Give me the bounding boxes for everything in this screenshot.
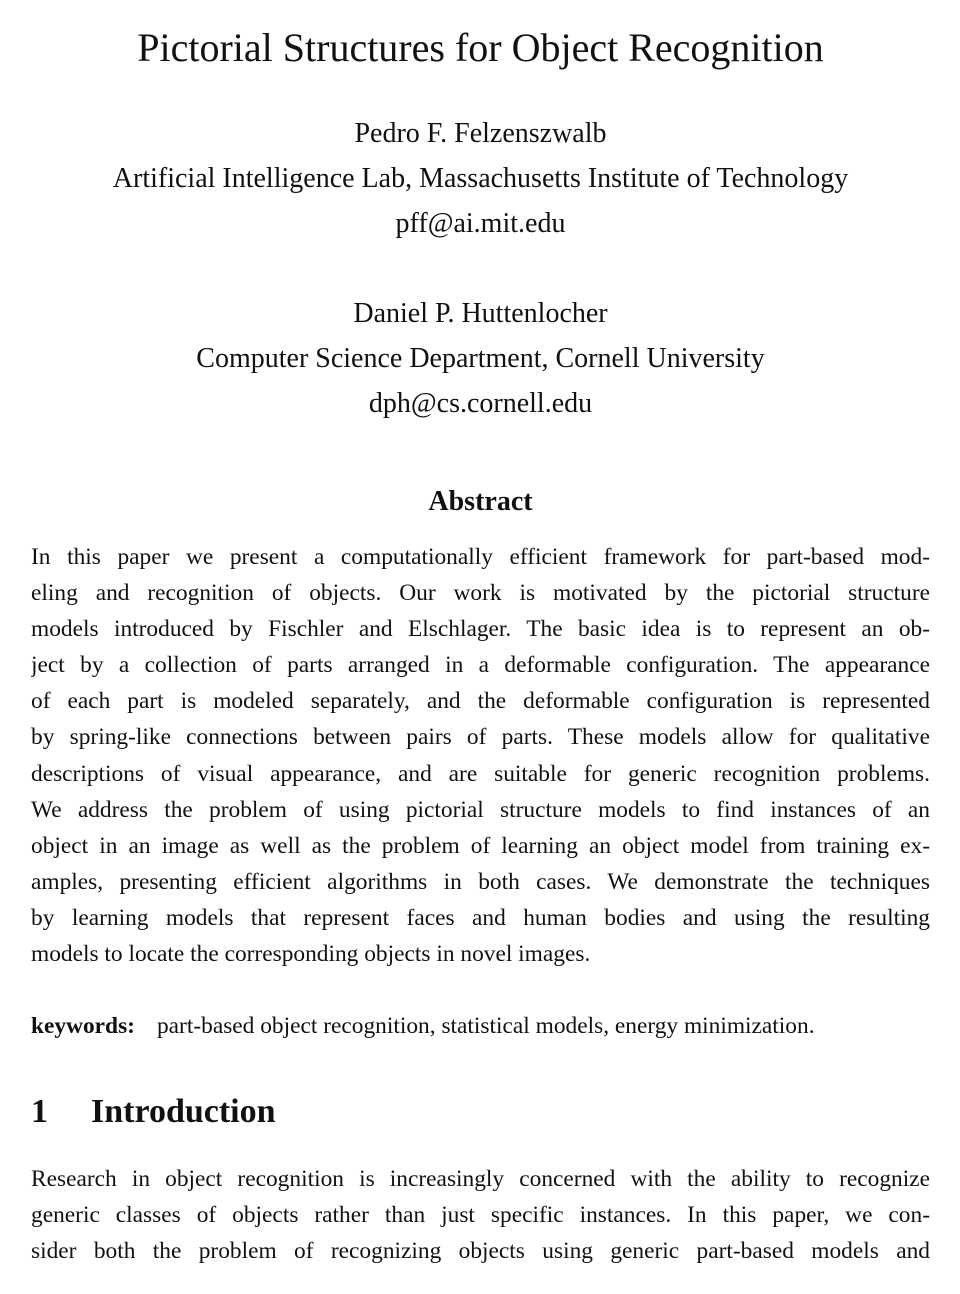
keywords-text: part-based object recognition, statistical models, energy minimization. — [156, 1013, 815, 1039]
abstract-line: of each part is modeled separately, and the deformable configuration is represented — [31, 688, 930, 715]
abstract-line: We address the problem of using pictorial structure models to find instances of an — [31, 796, 930, 823]
abstract-line: ject by a collection of parts arranged in a deformable configuration. The appearance — [31, 652, 930, 679]
abstract-line: eling and recognition of objects. Our work is motivated by the pictorial structure — [31, 580, 930, 607]
author-block-2 — [31, 291, 930, 426]
abstract-line: models introduced by Fischler and Elschlager. The basic idea is to represent an ob- — [31, 616, 930, 643]
introduction-body — [31, 1161, 930, 1269]
keywords-label: keywords: — [31, 1013, 135, 1039]
abstract-line: by learning models that represent faces and human bodies and using the resulting — [31, 904, 930, 931]
abstract-line: descriptions of visual appearance, and are suitable for generic recognition problems. — [31, 760, 930, 787]
author-affiliation: Artificial Intelligence Lab, Massachusetts Institute of Technology — [112, 163, 849, 194]
author-affiliation: Computer Science Department, Cornell University — [196, 343, 765, 374]
author-name: Daniel P. Huttenlocher — [353, 298, 608, 329]
author-block-1 — [31, 111, 930, 246]
body-line: sider both the problem of recognizing objects using generic part-based models and — [31, 1238, 930, 1265]
body-line: Research in object recognition is increasingly concerned with the ability to recognize — [31, 1166, 930, 1192]
body-line: generic classes of objects rather than just specific instances. In this paper, we con- — [31, 1202, 930, 1229]
abstract-line: In this paper we present a computationally efficient framework for part-based mod- — [31, 544, 930, 570]
author-email: dph@cs.cornell.edu — [368, 388, 593, 419]
author-email: pff@ai.mit.edu — [395, 208, 566, 239]
section-heading — [31, 1090, 930, 1134]
abstract-line: by spring-like connections between pairs of parts. These models allow for qualitative — [31, 724, 930, 751]
abstract-heading: Abstract — [428, 486, 533, 517]
abstract-line: models to locate the corresponding objects in novel images. — [31, 941, 591, 968]
abstract-line: amples, presenting efficient algorithms in both cases. We demonstrate the techniques — [31, 868, 930, 895]
author-name: Pedro F. Felzenszwalb — [354, 118, 607, 149]
section-number: 1 — [31, 1093, 48, 1130]
abstract-body — [31, 539, 930, 972]
keywords — [31, 1008, 930, 1044]
abstract-line: object in an image as well as the problem of learning an object model from training ex- — [31, 832, 930, 859]
paper-title: Pictorial Structures for Object Recognition — [137, 25, 824, 70]
section-title: Introduction — [91, 1093, 276, 1130]
